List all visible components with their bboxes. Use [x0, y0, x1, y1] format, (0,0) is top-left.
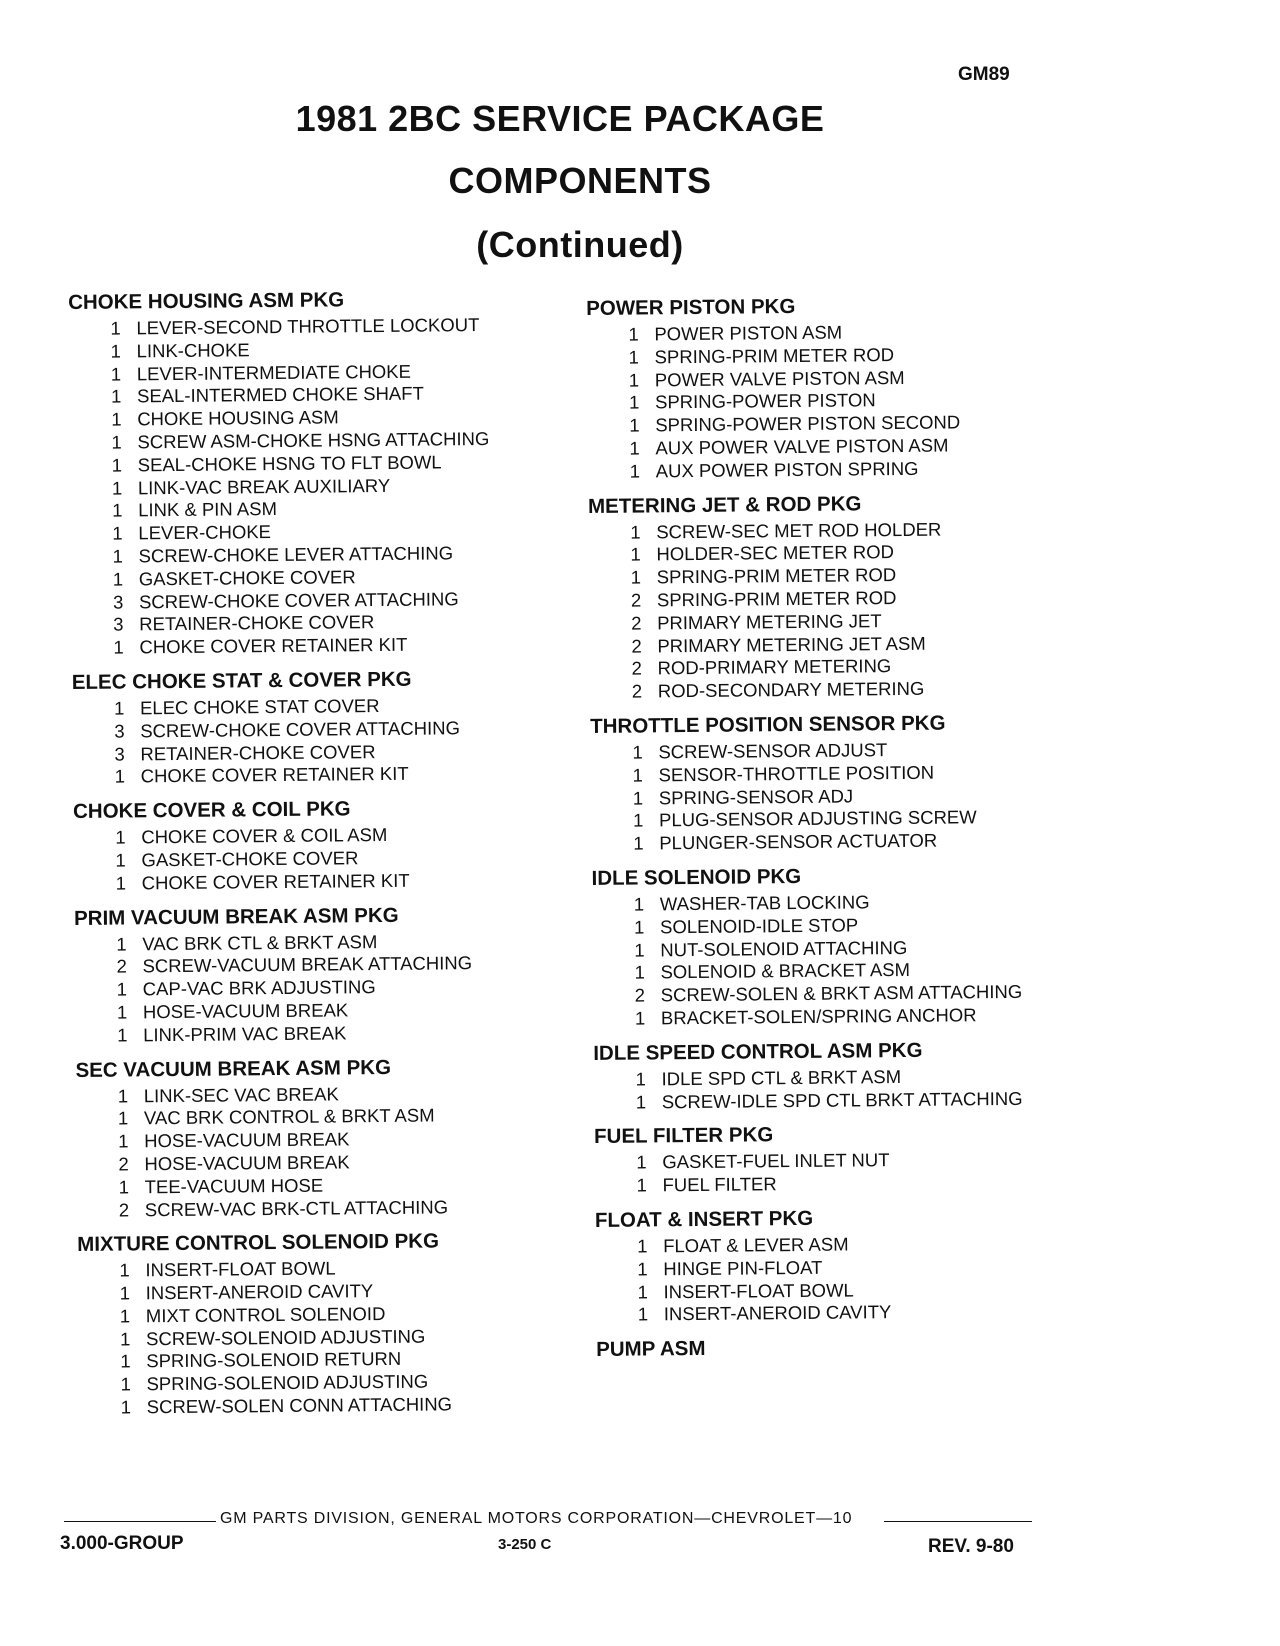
package-title: CHOKE HOUSING ASM PKG: [68, 288, 345, 314]
component-description: LEVER-SECOND THROTTLE LOCKOUT: [136, 314, 480, 339]
component-quantity: 1: [628, 323, 639, 345]
component-quantity: 1: [630, 566, 642, 588]
component-quantity: 1: [119, 1328, 131, 1350]
component-quantity: 1: [633, 893, 645, 915]
component-description: VAC BRK CONTROL & BRKT ASM: [143, 1104, 435, 1129]
component-quantity: 1: [115, 872, 127, 894]
left-column: [68, 283, 579, 1428]
component-item: [119, 1195, 577, 1222]
component-description: MIXT CONTROL SOLENOID: [145, 1302, 386, 1327]
component-description: HOSE-VACUUM BREAK: [144, 1128, 350, 1152]
component-quantity: 1: [110, 385, 122, 407]
component-item: [116, 868, 574, 895]
component-description: SPRING-SENSOR ADJ: [658, 785, 854, 808]
component-quantity: 1: [113, 697, 125, 719]
package-section: [593, 1034, 1094, 1114]
package-section: [588, 487, 1090, 704]
component-description: FLOAT & LEVER ASM: [663, 1233, 849, 1257]
page-title-line2: COMPONENTS: [448, 160, 712, 201]
component-quantity: 3: [112, 591, 124, 613]
component-quantity: 1: [636, 1151, 647, 1173]
component-description: LEVER-CHOKE: [138, 521, 272, 544]
component-description: POWER VALVE PISTON ASM: [654, 366, 905, 390]
component-item: [630, 456, 1088, 483]
component-quantity: 1: [111, 431, 122, 453]
component-quantity: 1: [637, 1235, 648, 1257]
component-description: SEAL-CHOKE HSNG TO FLT BOWL: [137, 451, 442, 476]
component-quantity: 1: [110, 317, 121, 339]
component-quantity: 1: [634, 961, 645, 983]
component-item: [636, 1087, 1094, 1114]
component-description: SOLENOID & BRACKET ASM: [660, 959, 911, 983]
component-description: AUX POWER VALVE PISTON ASM: [655, 434, 949, 459]
component-quantity: 2: [630, 589, 642, 611]
component-quantity: 1: [628, 369, 640, 391]
component-item: [635, 1003, 1093, 1030]
component-description: SPRING-SOLENOID ADJUSTING: [146, 1370, 429, 1395]
component-list: [73, 822, 574, 895]
component-quantity: 1: [120, 1373, 131, 1395]
component-quantity: 1: [633, 832, 644, 854]
footer-group: 3.000-GROUP: [60, 1533, 184, 1554]
component-description: SPRING-PRIM METER ROD: [656, 587, 897, 611]
package-title: POWER PISTON PKG: [586, 294, 796, 320]
component-quantity: 1: [118, 1130, 129, 1152]
component-description: SCREW-SOLENOID ADJUSTING: [145, 1325, 426, 1349]
package-title: SEC VACUUM BREAK ASM PKG: [75, 1055, 392, 1082]
component-description: FUEL FILTER: [662, 1173, 777, 1196]
component-description: PLUG-SENSOR ADJUSTING SCREW: [658, 806, 977, 831]
component-description: SENSOR-THROTTLE POSITION: [658, 761, 935, 786]
package-section: [73, 792, 574, 895]
component-description: SCREW-SOLEN CONN ATTACHING: [146, 1393, 453, 1418]
package-section: [591, 859, 1093, 1031]
component-description: SCREW-SOLEN & BRKT ASM ATTACHING: [660, 980, 1023, 1006]
component-quantity: 1: [635, 1090, 647, 1113]
component-quantity: 1: [116, 1001, 128, 1023]
component-quantity: 2: [116, 955, 127, 977]
package-section: [594, 1117, 1095, 1197]
component-quantity: 1: [111, 454, 123, 476]
package-title: FUEL FILTER PKG: [593, 1123, 774, 1149]
component-quantity: 1: [629, 437, 640, 459]
component-item: [636, 1170, 1094, 1197]
component-description: WASHER-TAB LOCKING: [659, 891, 870, 915]
package-section: [68, 283, 572, 660]
component-quantity: 1: [637, 1303, 649, 1325]
component-list: [590, 737, 1091, 856]
component-description: AUX POWER PISTON SPRING: [655, 457, 919, 482]
package-title: ELEC CHOKE STAT & COVER PKG: [71, 667, 412, 694]
component-quantity: 2: [631, 612, 642, 634]
component-description: GASKET-CHOKE COVER: [138, 566, 356, 590]
component-list: [594, 1147, 1094, 1197]
component-description: LINK & PIN ASM: [138, 498, 278, 521]
footer-rule-right: [884, 1521, 1032, 1522]
component-description: HOLDER-SEC METER ROD: [656, 541, 895, 565]
component-description: LINK-CHOKE: [136, 339, 250, 362]
component-quantity: 1: [632, 787, 644, 809]
footer-publisher: GM PARTS DIVISION, GENERAL MOTORS CORPORATION—CHEVROLET—10: [220, 1510, 853, 1527]
component-description: SCREW-SENSOR ADJUST: [658, 739, 888, 763]
component-description: CHOKE COVER & COIL ASM: [141, 824, 388, 848]
package-section: [586, 289, 1088, 483]
component-description: SEAL-INTERMED CHOKE SHAFT: [136, 382, 424, 407]
component-item: [633, 828, 1091, 855]
component-description: VAC BRK CTL & BRKT ASM: [142, 930, 378, 954]
component-description: GASKET-CHOKE COVER: [141, 847, 359, 871]
package-title: CHOKE COVER & COIL PKG: [72, 797, 351, 824]
component-description: IDLE SPD CTL & BRKT ASM: [661, 1065, 902, 1090]
component-description: SPRING-PRIM METER ROD: [654, 343, 895, 368]
component-description: SPRING-SOLENOID RETURN: [146, 1348, 402, 1372]
component-quantity: 1: [119, 1305, 131, 1327]
component-quantity: 1: [112, 522, 123, 544]
component-description: INSERT-FLOAT BOWL: [145, 1257, 336, 1281]
component-quantity: 1: [629, 460, 641, 482]
package-title: IDLE SPEED CONTROL ASM PKG: [593, 1038, 923, 1065]
right-column: [586, 289, 1096, 1373]
component-description: SCREW-CHOKE LEVER ATTACHING: [138, 542, 454, 567]
component-quantity: 1: [115, 849, 126, 871]
component-description: POWER PISTON ASM: [654, 321, 843, 345]
component-description: PRIMARY METERING JET: [657, 609, 882, 634]
package-section: [72, 663, 573, 789]
component-description: CHOKE COVER RETAINER KIT: [140, 763, 409, 787]
component-quantity: 1: [111, 408, 122, 430]
component-quantity: 1: [112, 499, 123, 521]
component-item: [121, 1392, 579, 1419]
component-quantity: 1: [117, 1107, 129, 1129]
component-quantity: 2: [118, 1153, 129, 1175]
component-list: [593, 1064, 1093, 1114]
component-quantity: 1: [119, 1259, 130, 1281]
component-description: GASKET-FUEL INLET NUT: [662, 1149, 890, 1173]
component-quantity: 1: [120, 1350, 131, 1373]
component-description: ROD-SECONDARY METERING: [657, 677, 925, 702]
package-section: [77, 1225, 579, 1419]
component-description: PLUNGER-SENSOR ACTUATOR: [659, 829, 938, 854]
component-description: SPRING-POWER PISTON: [654, 389, 876, 413]
component-list: [77, 1255, 579, 1419]
component-description: ROD-PRIMARY METERING: [657, 655, 892, 679]
package-title: IDLE SOLENOID PKG: [591, 864, 802, 890]
component-description: BRACKET-SOLEN/SPRING ANCHOR: [660, 1004, 977, 1029]
component-description: TEE-VACUUM HOSE: [144, 1174, 324, 1198]
component-quantity: 1: [633, 916, 645, 938]
component-description: CAP-VAC BRK ADJUSTING: [142, 976, 376, 1000]
package-section: [74, 899, 575, 1048]
package-section: [590, 707, 1091, 856]
component-quantity: 3: [113, 613, 124, 635]
component-list: [72, 693, 573, 789]
component-description: CHOKE HOUSING ASM: [137, 406, 339, 430]
component-description: CHOKE COVER RETAINER KIT: [141, 869, 410, 894]
component-quantity: 1: [636, 1174, 647, 1196]
page-code: GM89: [958, 64, 1010, 85]
component-quantity: 1: [117, 1084, 129, 1107]
component-description: SPRING-PRIM METER ROD: [656, 564, 897, 588]
component-description: LINK-PRIM VAC BREAK: [143, 1022, 347, 1046]
component-quantity: 1: [630, 543, 641, 565]
component-item: [115, 762, 573, 789]
component-quantity: 1: [637, 1280, 648, 1303]
component-quantity: 1: [116, 978, 128, 1000]
component-quantity: 1: [634, 938, 645, 961]
component-quantity: 1: [119, 1282, 131, 1304]
component-quantity: 2: [631, 635, 642, 657]
component-item: [632, 676, 1090, 703]
component-description: LEVER-INTERMEDIATE CHOKE: [136, 360, 412, 384]
component-quantity: 1: [628, 346, 640, 368]
component-quantity: 3: [114, 743, 125, 765]
component-quantity: 1: [111, 477, 123, 499]
package-section: [596, 1330, 1096, 1365]
component-description: RETAINER-CHOKE COVER: [139, 611, 375, 635]
component-quantity: 2: [634, 984, 646, 1006]
page-title-line1: 1981 2BC SERVICE PACKAGE: [295, 98, 825, 139]
component-quantity: 2: [118, 1198, 130, 1221]
component-quantity: 1: [630, 521, 641, 543]
component-description: INSERT-ANEROID CAVITY: [145, 1280, 374, 1304]
component-quantity: 1: [635, 1068, 646, 1090]
component-item: [638, 1299, 1096, 1326]
component-description: LINK-VAC BREAK AUXILIARY: [137, 474, 391, 498]
component-quantity: 1: [112, 568, 124, 590]
component-description: PRIMARY METERING JET ASM: [657, 632, 926, 656]
component-description: CHOKE COVER RETAINER KIT: [139, 633, 408, 658]
component-description: ELEC CHOKE STAT COVER: [139, 694, 380, 719]
component-quantity: 1: [113, 636, 124, 658]
component-description: HOSE-VACUUM BREAK: [144, 1151, 350, 1175]
component-quantity: 1: [115, 826, 126, 848]
component-item: [113, 632, 571, 659]
component-quantity: 1: [116, 932, 127, 955]
page-title-line3: (Continued): [476, 224, 684, 265]
footer-page-number: 3-250 C: [498, 1536, 552, 1553]
component-quantity: 1: [110, 340, 122, 362]
component-list: [586, 319, 1088, 483]
component-description: SCREW-VACUUM BREAK ATTACHING: [142, 952, 473, 977]
component-description: SCREW-CHOKE COVER ATTACHING: [140, 717, 461, 742]
component-list: [588, 517, 1090, 704]
component-description: NUT-SOLENOID ATTACHING: [660, 936, 908, 960]
component-quantity: 1: [632, 741, 643, 763]
component-quantity: 1: [632, 764, 644, 786]
package-section: [595, 1201, 1096, 1327]
component-description: SCREW-CHOKE COVER ATTACHING: [138, 587, 459, 612]
component-description: SCREW-SEC MET ROD HOLDER: [656, 518, 942, 542]
component-description: HINGE PIN-FLOAT: [663, 1256, 823, 1280]
footer-rule-left: [64, 1521, 216, 1522]
component-quantity: 1: [632, 809, 644, 831]
component-description: INSERT-ANEROID CAVITY: [663, 1301, 892, 1325]
component-list: [68, 313, 571, 660]
component-description: SPRING-POWER PISTON SECOND: [655, 411, 961, 436]
component-description: RETAINER-CHOKE COVER: [140, 740, 376, 764]
component-list: [595, 1231, 1096, 1327]
component-description: SCREW ASM-CHOKE HSNG ATTACHING: [137, 427, 490, 453]
component-item: [117, 1020, 575, 1047]
component-description: INSERT-FLOAT BOWL: [663, 1278, 854, 1302]
package-title: PRIM VACUUM BREAK ASM PKG: [73, 903, 399, 930]
component-quantity: 2: [631, 657, 642, 679]
component-quantity: 1: [117, 1024, 128, 1046]
package-title: MIXTURE CONTROL SOLENOID PKG: [77, 1229, 440, 1257]
package-title: THROTTLE POSITION SENSOR PKG: [590, 711, 946, 738]
component-description: LINK-SEC VAC BREAK: [143, 1082, 339, 1106]
component-quantity: 1: [110, 363, 122, 385]
component-quantity: 2: [631, 680, 643, 702]
component-description: SCREW-VAC BRK-CTL ATTACHING: [144, 1195, 449, 1220]
component-quantity: 1: [629, 414, 640, 436]
component-quantity: 3: [114, 720, 125, 742]
component-quantity: 1: [114, 765, 126, 787]
component-description: SOLENOID-IDLE STOP: [659, 914, 859, 938]
component-quantity: 1: [120, 1396, 132, 1418]
component-description: SCREW-IDLE SPD CTL BRKT ATTACHING: [661, 1087, 1023, 1112]
component-quantity: 1: [118, 1176, 130, 1198]
component-list: [76, 1081, 577, 1223]
component-list: [74, 929, 575, 1048]
component-quantity: 1: [112, 545, 123, 567]
component-list: [592, 889, 1093, 1031]
package-title: METERING JET & ROD PKG: [587, 491, 862, 518]
component-quantity: 1: [634, 1007, 646, 1029]
package-section: [75, 1051, 577, 1223]
component-quantity: 1: [637, 1258, 648, 1280]
package-title: PUMP ASM: [596, 1336, 706, 1362]
package-title: FLOAT & INSERT PKG: [594, 1206, 814, 1232]
footer-revision: REV. 9-80: [928, 1536, 1014, 1557]
component-description: HOSE-VACUUM BREAK: [142, 999, 349, 1023]
component-quantity: 1: [628, 391, 640, 413]
